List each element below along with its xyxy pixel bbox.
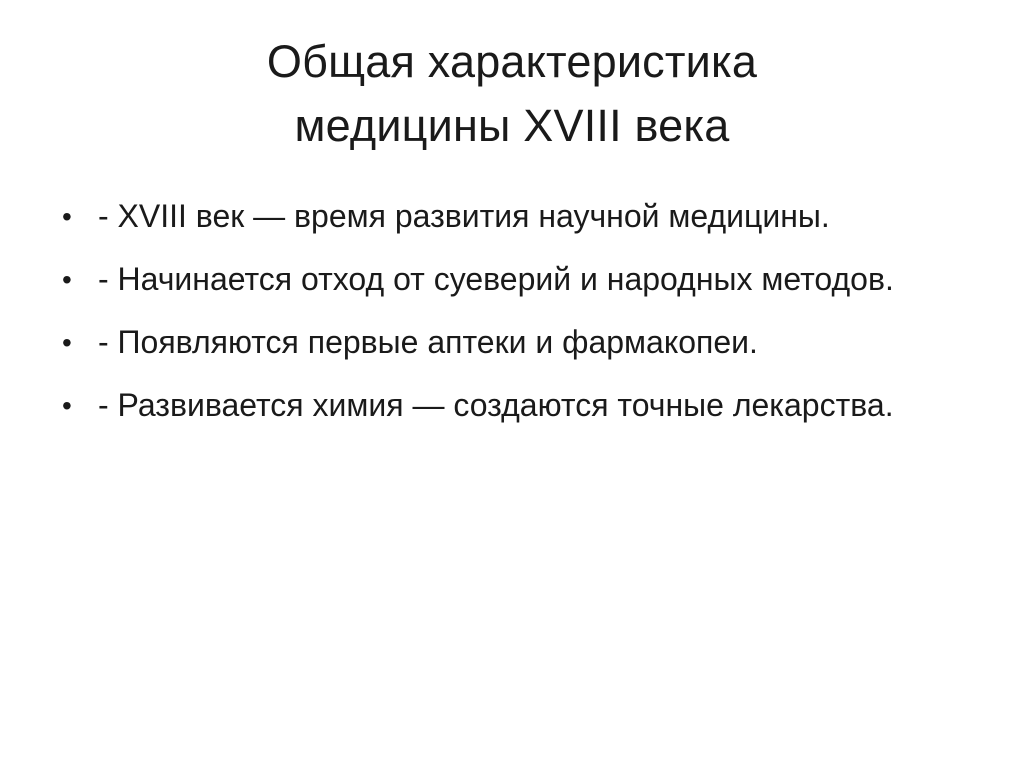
bullet-text: - Появляются первые аптеки и фармакопеи. [98, 324, 758, 360]
bullet-text: - Начинается отход от суеверий и народных методов. [98, 261, 894, 297]
bullet-item [62, 379, 972, 432]
bullet-item [62, 316, 972, 369]
bullet-list [62, 190, 972, 442]
bullet-text: - XVIII век — время развития научной медицины. [98, 198, 830, 234]
bullet-icon: • [62, 201, 72, 232]
bullet-item [62, 190, 972, 243]
bullet-icon: • [62, 390, 72, 421]
bullet-icon: • [62, 264, 72, 295]
bullet-item [62, 253, 972, 306]
slide-title-line-1: Общая характеристика [266, 36, 758, 87]
slide-title [0, 30, 1024, 158]
slide-title-line-2: медицины XVIII века [294, 100, 730, 151]
bullet-text: - Развивается химия — создаются точные лекарства. [98, 387, 894, 423]
bullet-icon: • [62, 327, 72, 358]
